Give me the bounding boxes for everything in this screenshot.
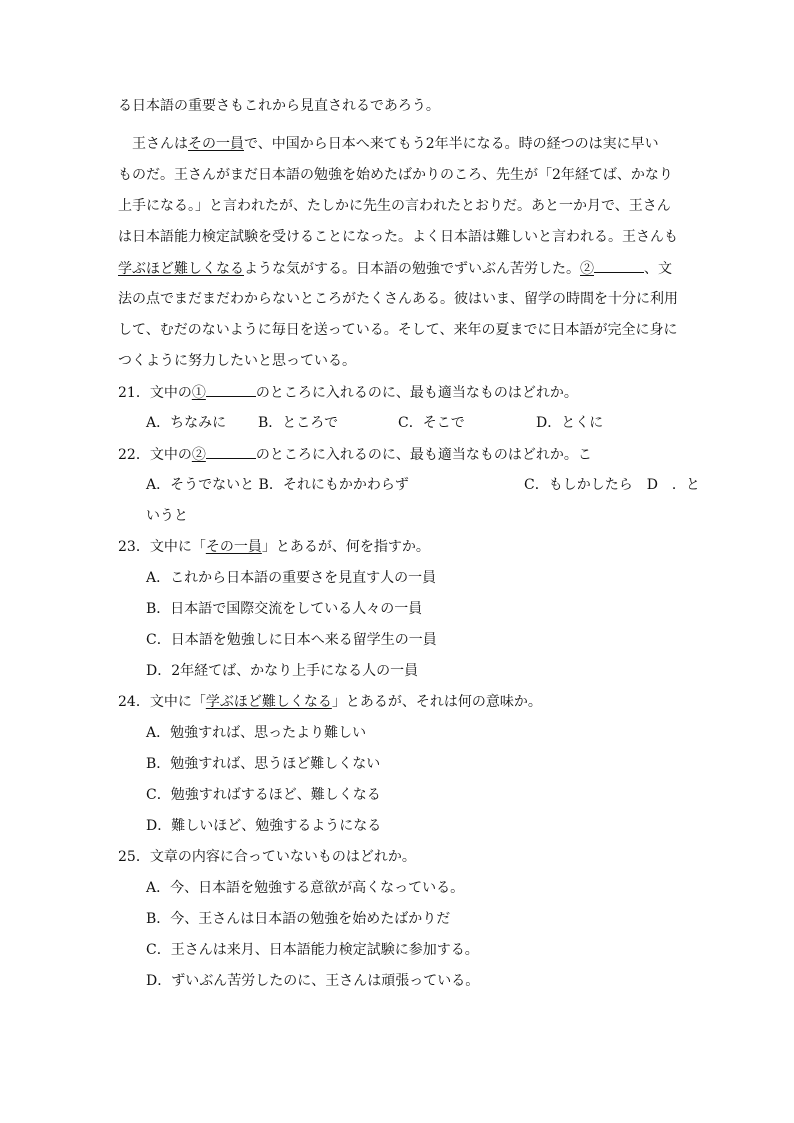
question-21	[118, 382, 578, 403]
question-stem: 24．文中に「	[118, 694, 206, 710]
option: C．そこで	[398, 415, 465, 431]
option: C．勉強すればするほど、難しくなる	[146, 787, 381, 803]
question-23	[118, 537, 430, 557]
underlined-phrase: その一員	[188, 136, 244, 152]
option: C．日本語を勉強しに日本へ来る留学生の一員	[146, 632, 437, 648]
passage-text: ような気がする。日本語の勉強でずいぶん苦労した。	[244, 261, 580, 277]
option: D．ずいぶん苦労したのに、王さんは頑張っている。	[146, 973, 480, 989]
passage-line: ものだ。王さんがまだ日本語の勉強を始めたばかりのころ、先生が「2年経てば、かなり	[118, 167, 673, 183]
question-24	[118, 692, 542, 712]
option: B．ところで	[258, 415, 339, 431]
option: A．勉強すれば、思ったより難しい	[146, 725, 367, 741]
passage-text: 、文	[644, 261, 672, 277]
passage-line: して、むだのないように毎日を送っている。そして、来年の夏までに日本語が完全に身に	[118, 322, 678, 338]
passage-line: は日本語能力検定試験を受けることになった。よく日本語は難しいと言われる。王さんも	[118, 229, 678, 245]
question-stem: 21．文中の	[118, 385, 192, 401]
passage-line: 上手になる。」と言われたが、たしかに先生の言われたとおりだ。あと一か月で、王さん	[118, 198, 671, 214]
question-stem: 」とあるが、それは何の意味か。	[331, 694, 542, 710]
question-22	[118, 444, 592, 465]
underlined-phrase: 学ぶほど難しくなる	[205, 694, 332, 710]
underlined-phrase: その一員	[205, 539, 262, 555]
blank-number: ①	[191, 385, 206, 401]
blank-number: ②	[580, 261, 594, 277]
passage-line	[118, 134, 659, 154]
option: B．勉強すれば、思うほど難しくない	[146, 756, 381, 772]
passage-text: で、中国から日本へ来てもう2年半になる。時の経つのは実に早い	[244, 136, 659, 152]
option: A．これから日本語の重要さを見直す人の一員	[146, 570, 437, 586]
option: B．日本語で国際交流をしている人々の一員	[146, 601, 423, 617]
passage-line: 法の点でまだまだわからないところがたくさんある。彼はいま、留学の時間を十分に利用	[118, 291, 678, 307]
option-continuation: いうと	[146, 508, 188, 524]
option: D．難しいほど、勉強するようになる	[146, 818, 382, 834]
options-row	[146, 413, 603, 433]
passage-line: つくように努力したいと思っている。	[118, 353, 356, 369]
option: A．ちなみに	[146, 415, 227, 431]
question-stem: 22．文中の	[118, 447, 192, 463]
passage-line: る日本語の重要さもこれから見直されるであろう。	[118, 98, 440, 114]
options-row	[146, 475, 700, 495]
question-stem: のところに入れるのに、最も適当なものはどれか。	[255, 385, 578, 401]
option: B．今、王さんは日本語の勉強を始めたばかりだ	[146, 911, 451, 927]
option: D．2年経てば、かなり上手になる人の一員	[146, 663, 419, 679]
option: C．王さんは来月、日本語能力検定試験に参加する。	[146, 942, 479, 958]
option: A．そうでないと B．それにもかかわらず	[146, 477, 409, 493]
blank-line	[594, 258, 644, 273]
option: C．もしかしたら D ．と	[524, 477, 700, 493]
blank-number: ②	[191, 447, 206, 463]
passage-text: 王さんは	[118, 136, 188, 152]
question-stem: 23．文中に「	[118, 539, 206, 555]
blank-line	[206, 444, 256, 459]
blank-line	[206, 382, 256, 397]
underlined-phrase: 学ぶほど難しくなる	[118, 261, 244, 277]
passage-line	[118, 258, 672, 279]
option: D．とくに	[536, 415, 604, 431]
option: A．今、日本語を勉強する意欲が高くなっている。	[146, 880, 465, 896]
question-25: 25．文章の内容に合っていないものはどれか。	[118, 849, 416, 865]
question-stem: 」とあるが、何を指すか。	[261, 539, 430, 555]
question-stem: のところに入れるのに、最も適当なものはどれか。こ	[255, 447, 592, 463]
